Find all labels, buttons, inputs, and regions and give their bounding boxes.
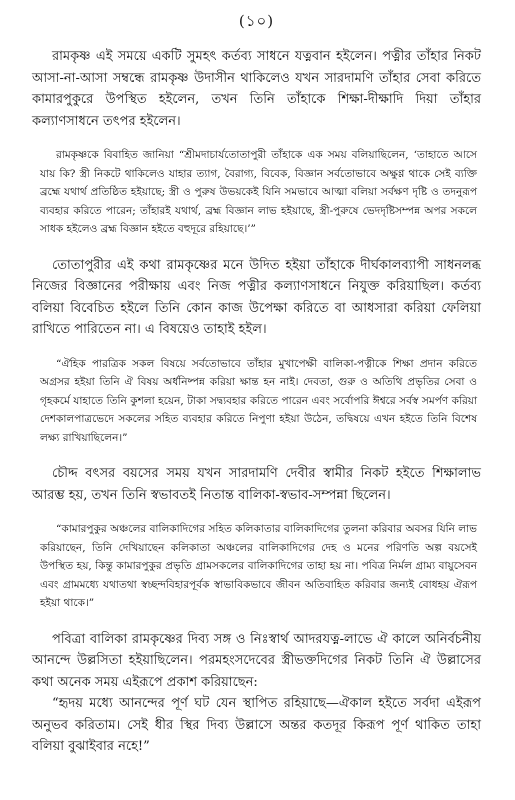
paragraph-totapuri-words: তোতাপুরীর এই কথা রামকৃষ্ণের মনে উদিত হইয়া তাঁহাকে দীর্ঘকালব্যাপী সাধনলব্ধ নিজের বিজ্ঞানের পরীক্ষায় এবং নিজ পত্নীর কল্যাণসাধনে নিযুক্ত করিয়াছিল। কর্তব্য বলিয়া বিবেচিত হইলে তিনি কোন কাজ উপেক্ষা করিতে বা আধসারা করিয়া ফেলিয়া রাখিতে পারিতেন না। এ বিষয়েও তাহাই হইল। xyxy=(32,257,481,337)
page-number: (১০) xyxy=(238,12,275,30)
paragraph-divine-joy: পবিত্রা বালিকা রামকৃষ্ণের দিব্য সঙ্গ ও নিঃস্বার্থ আদরযত্ন-লাভে ঐ কালে অনির্বচনীয় আনন্দে উল্লসিতা হইয়াছিলেন। পরমহংসদেবের স্ত্রীভক্তদিগের নিকট তিনি ঐ উল্লাসের কথা অনেক সময় এইরূপে প্রকাশ করিয়াছেন: xyxy=(32,631,481,690)
paragraph-ramakrishna-duty: রামকৃষ্ণ এই সময়ে একটি সুমহৎ কর্তব্য সাধনে যত্নবান হইলেন। পত্নীর তাঁহার নিকট আসা-না-আসা সম্বন্ধে রামকৃষ্ণ উদাসীন থাকিলেও যখন সারদামণি তাঁহার সেবা করিতে কামারপুকুরে উপস্থিত হইলেন, তখন তিনি তাঁহাকে শিক্ষা-দীক্ষাদি দিয়া তাঁহার কল্যাণসাধনে তৎপর হইলেন। xyxy=(32,49,481,129)
quote-education-of-wife: “ঐহিক পারত্রিক সকল বিষয়ে সর্বতোভাবে তাঁহার মুখাপেক্ষী বালিকা-পত্নীকে শিক্ষা প্রদান করিতে অগ্রসর হইয়া তিনি ঐ বিষয় অর্ধনিষ্পন্ন করিয়া ক্ষান্ত হন নাই। দেবতা, গুরু ও অতিথি প্রভৃতির সেবা ও গৃহকর্মে যাহাতে তিনি কুশলা হয়েন, টাকা সদ্ব্যবহার করিতে পারেন এবং সর্বোপরি ঈশ্বরে সর্বস্ব সমর্পণ করিয়া দেশকালপাত্রভেদে সকলের সহিত ব্যবহার করিতে নিপুণা হইয়া উঠেন, তদ্বিষয়ে এখন হইতে তিনি বিশেষ লক্ষ্য রাখিয়াছিলেন।” xyxy=(40,357,477,444)
quote-totapuri: রামকৃষ্ণকে বিবাহিত জানিয়া “শ্রীমদাচার্যতোতাপুরী তাঁহাকে এক সময় বলিয়াছিলেন, ‘তাহাতে আসে যায় কি? স্ত্রী নিকটে থাকিলেও যাহার ত্যাগ, বৈরাগ্য, বিবেক, বিজ্ঞান সর্বতোভাবে অক্ষুণ্ণ থাকে সেই ব্যক্তি ব্রহ্মে যথার্থ প্রতিষ্ঠিত হইয়াছে; স্ত্রী ও পুরুষ উভয়কেই যিনি সমভাবে আত্মা বলিয়া সর্বক্ষণ দৃষ্টি ও তদনুরূপ ব্যবহার করিতে পারেন; তাঁহারই যথার্থ, ব্রহ্ম বিজ্ঞান লাভ হইয়াছে, স্ত্রী-পুরুষে ভেদদৃষ্টিসম্পন্ন অপর সকলে সাধক হইলেও ব্রহ্ম বিজ্ঞান হইতে বহুদূরে রহিয়াছে।’” xyxy=(40,149,477,235)
paragraph-age-fourteen: চৌদ্দ বৎসর বয়সের সময় যখন সারদামণি দেবীর স্বামীর নিকট হইতে শিক্ষালাভ আরম্ভ হয়, তখন তিনি স্বভাবতই নিতান্ত বালিকা-স্বভাব-সম্পন্না ছিলেন। xyxy=(32,466,481,503)
quote-heart-full-of-joy: “হৃদয় মধ্যে আনন্দের পূর্ণ ঘট যেন স্থাপিত রহিয়াছে—ঐকাল হইতে সর্বদা এইরূপ অনুভব করিতাম। সেই ধীর স্থির দিব্য উল্লাসে অন্তর কতদূর কিরূপ পূর্ণ থাকিত তাহা বলিয়া বুঝাইবার নহে!” xyxy=(32,696,481,754)
quote-kamarpukur-girls: “কামারপুকুর অঞ্চলের বালিকাদিগের সহিত কলিকাতার বালিকাদিগের তুলনা করিবার অবসর যিনি লাভ করিয়াছেন, তিনি দেখিয়াছেন কলিকাতা অঞ্চলের বালিকাদিগের দেহ ও মনের পরিণতি অল্প বয়সেই উপস্থিত হয়, কিন্তু কামারপুকুর প্রভৃতি গ্রামসকলের বালিকাদিগের তাহা হয় না। পবিত্র নির্মল গ্রাম্য বায়ুসেবন এবং গ্রামমধ্যে যথাতথা স্বচ্ছন্দবিহারপূর্বক স্বাভাবিকভাবে জীবন অতিবাহিত করিবার জন্যই বোধহয় ঐরূপ হইয়া থাকে।” xyxy=(40,523,477,609)
